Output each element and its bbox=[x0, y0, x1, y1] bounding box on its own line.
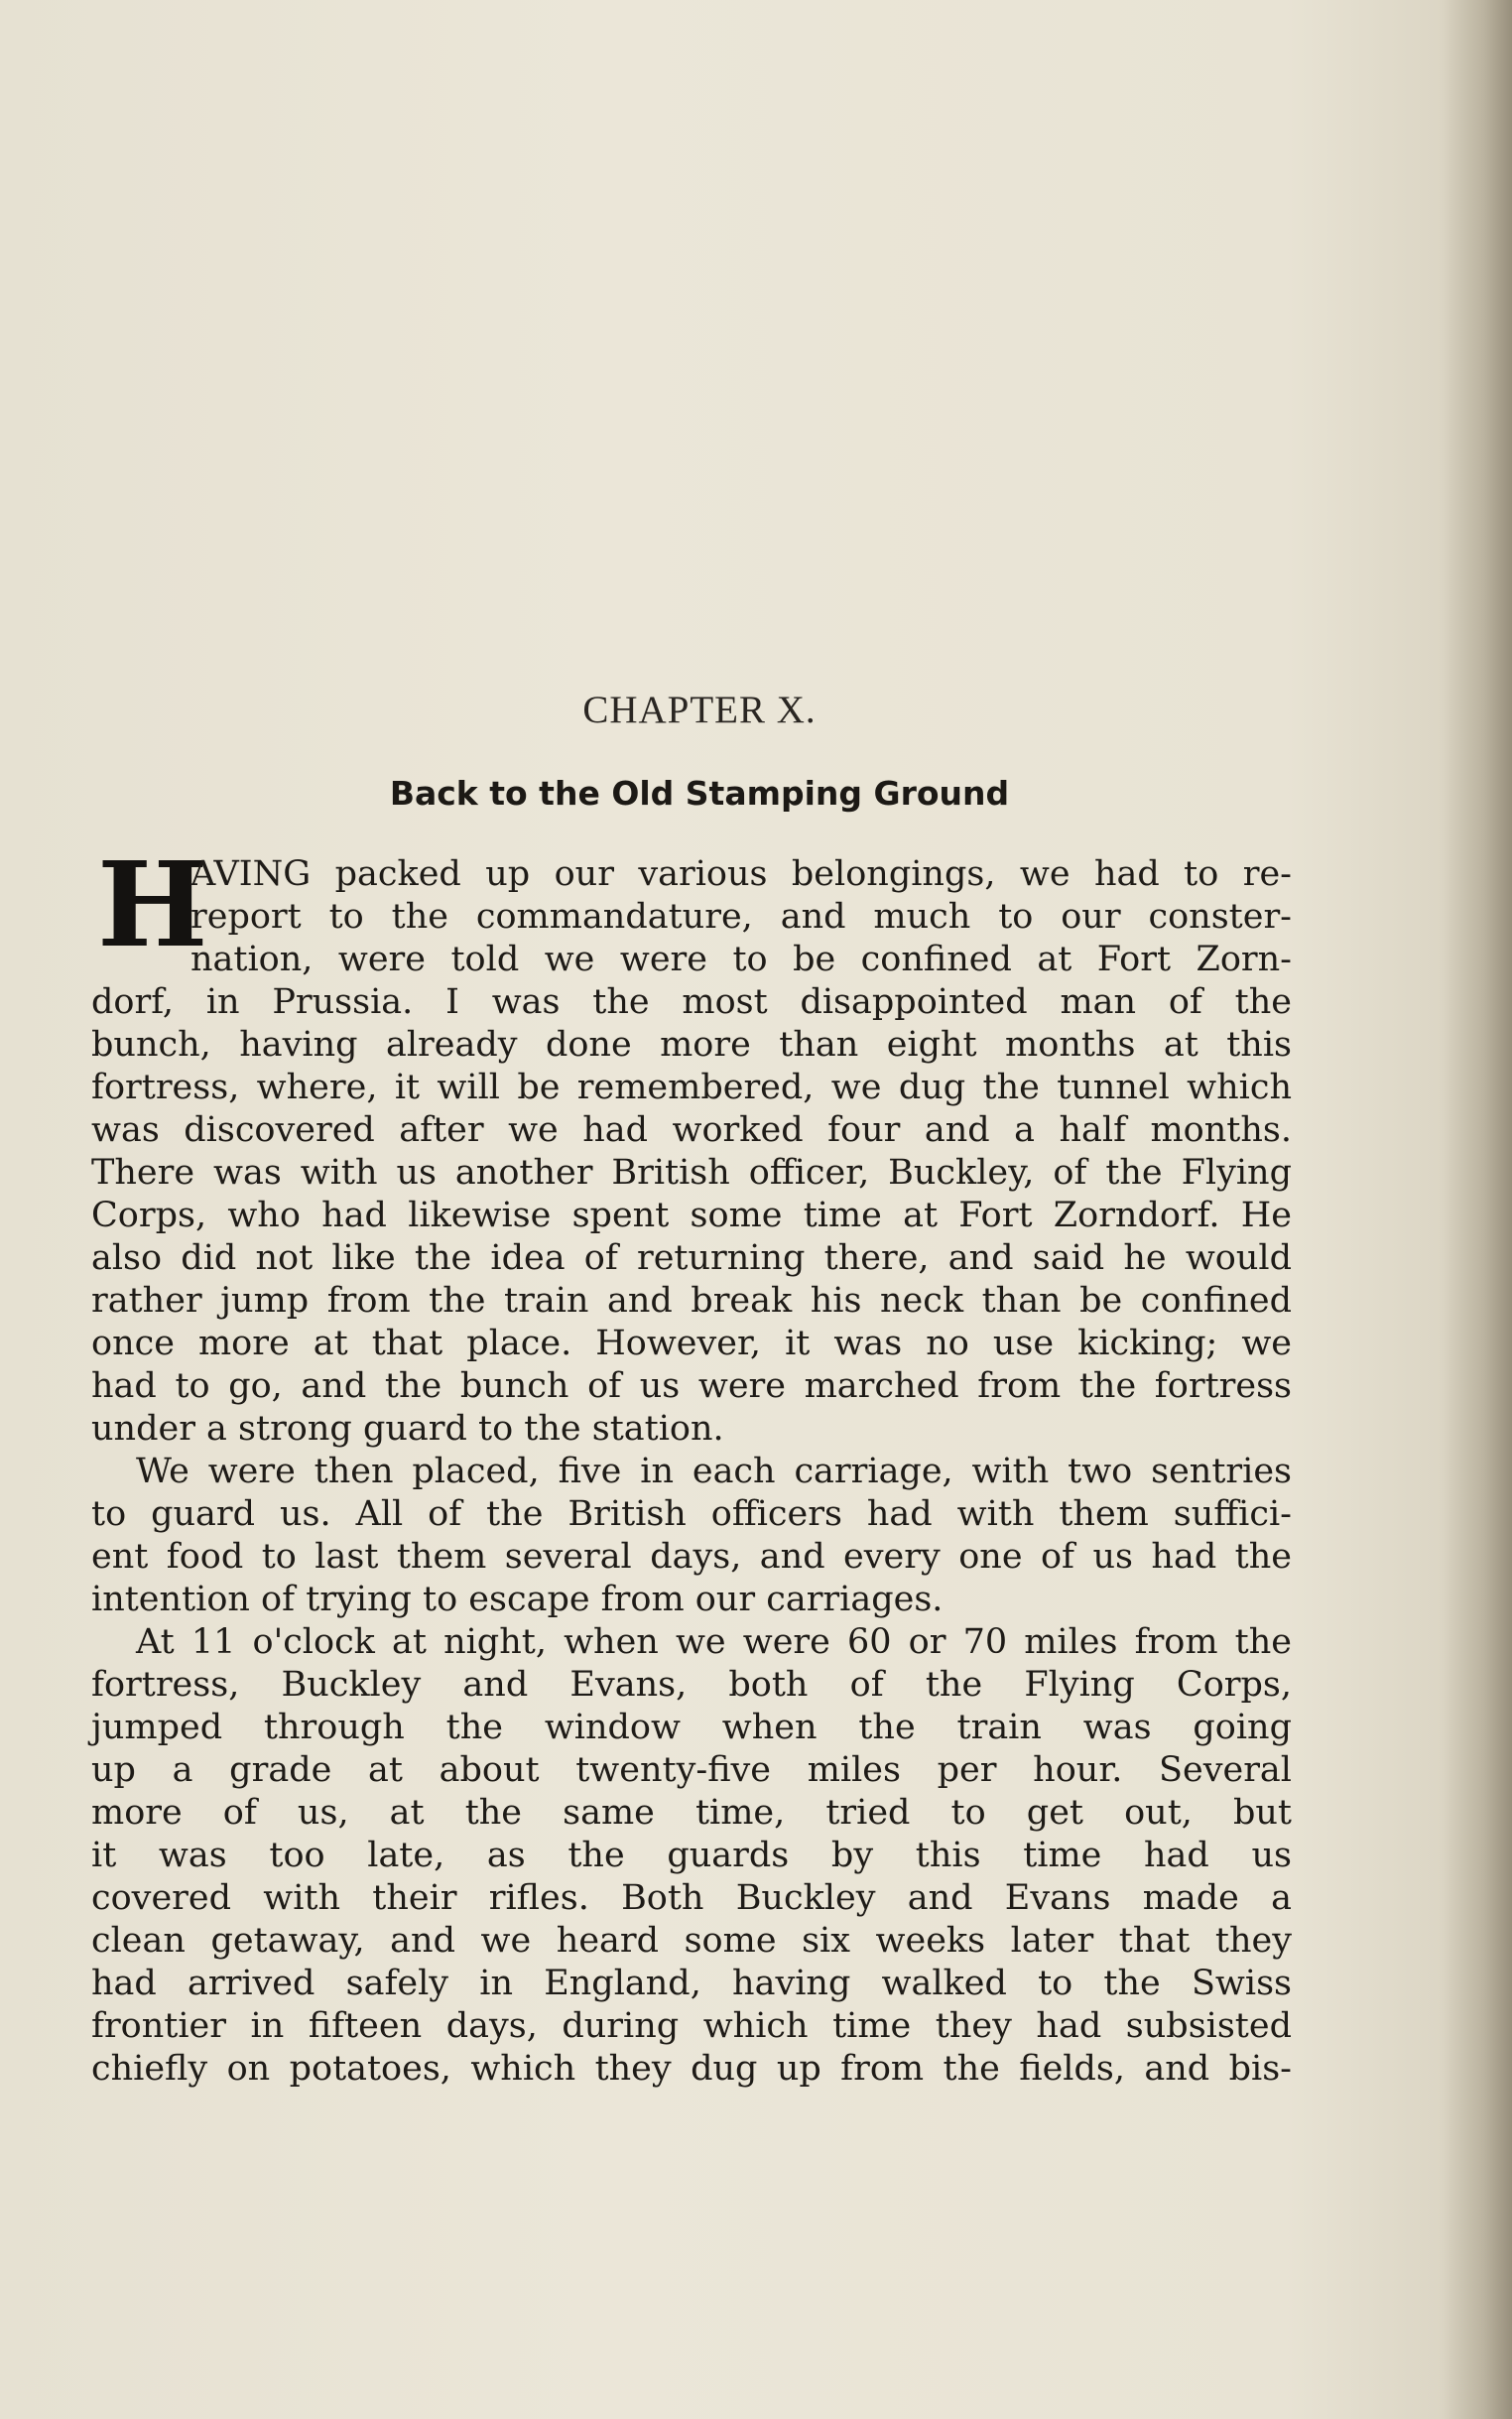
text-line: frontier in fifteen days, during which time they had subsisted bbox=[91, 2006, 1292, 2046]
text-line: clean getaway, and we heard some six weeks later that they bbox=[91, 1921, 1292, 1961]
text-line: once more at that place. However, it was no use kicking; we bbox=[91, 1324, 1292, 1363]
text-line: AVING packed up our various belongings, we had to re- bbox=[190, 854, 1292, 894]
text-line: nation, were told we were to be confined at Fort Zorn- bbox=[190, 940, 1292, 979]
chapter-number: CHAPTER X. bbox=[582, 689, 817, 731]
text-line: jumped through the window when the train was going bbox=[91, 1708, 1292, 1747]
text-line: intention of trying to escape from our carriages. bbox=[91, 1580, 944, 1619]
text-line: ent food to last them several days, and every one of us had the bbox=[91, 1537, 1292, 1577]
text-line: dorf, in Prussia. I was the most disappointed man of the bbox=[91, 982, 1292, 1022]
text-line: At 11 o'clock at night, when we were 60 or 70 miles from the bbox=[136, 1622, 1292, 1662]
text-line: fortress, where, it will be remembered, we dug the tunnel which bbox=[91, 1068, 1292, 1107]
text-line: also did not like the idea of returning there, and said he would bbox=[91, 1238, 1292, 1278]
text-line: was discovered after we had worked four and a half months. bbox=[91, 1110, 1292, 1150]
text-line: under a strong guard to the station. bbox=[91, 1409, 724, 1449]
text-line: report to the commandature, and much to our conster- bbox=[190, 897, 1292, 937]
text-line: had to go, and the bunch of us were marched from the fortress bbox=[91, 1366, 1292, 1406]
text-line: more of us, at the same time, tried to get out, but bbox=[91, 1793, 1292, 1833]
text-line: bunch, having already done more than eight months at this bbox=[91, 1025, 1292, 1065]
text-line: fortress, Buckley and Evans, both of the Flying Corps, bbox=[91, 1665, 1292, 1705]
text-line: it was too late, as the guards by this time had us bbox=[91, 1836, 1292, 1875]
text-line: Corps, who had likewise spent some time at Fort Zorndorf. He bbox=[91, 1196, 1292, 1235]
page-edge-shadow bbox=[1443, 0, 1512, 2419]
text-line: chiefly on potatoes, which they dug up from the fields, and bis- bbox=[91, 2049, 1292, 2089]
text-line: covered with their rifles. Both Buckley and Evans made a bbox=[91, 1878, 1292, 1918]
body-text bbox=[91, 835, 1292, 2091]
drop-cap-initial: H bbox=[97, 835, 208, 973]
text-line: up a grade at about twenty-five miles per hour. Several bbox=[91, 1750, 1292, 1790]
text-line: rather jump from the train and break his neck than be confined bbox=[91, 1281, 1292, 1321]
text-line: There was with us another British officer, Buckley, of the Flying bbox=[91, 1153, 1292, 1193]
chapter-title: Back to the Old Stamping Ground bbox=[389, 774, 1010, 813]
text-line: to guard us. All of the British officers had with them suffici- bbox=[91, 1494, 1292, 1534]
text-line: We were then placed, five in each carriage, with two sentries bbox=[136, 1452, 1292, 1491]
text-line: had arrived safely in England, having walked to the Swiss bbox=[91, 1964, 1292, 2003]
